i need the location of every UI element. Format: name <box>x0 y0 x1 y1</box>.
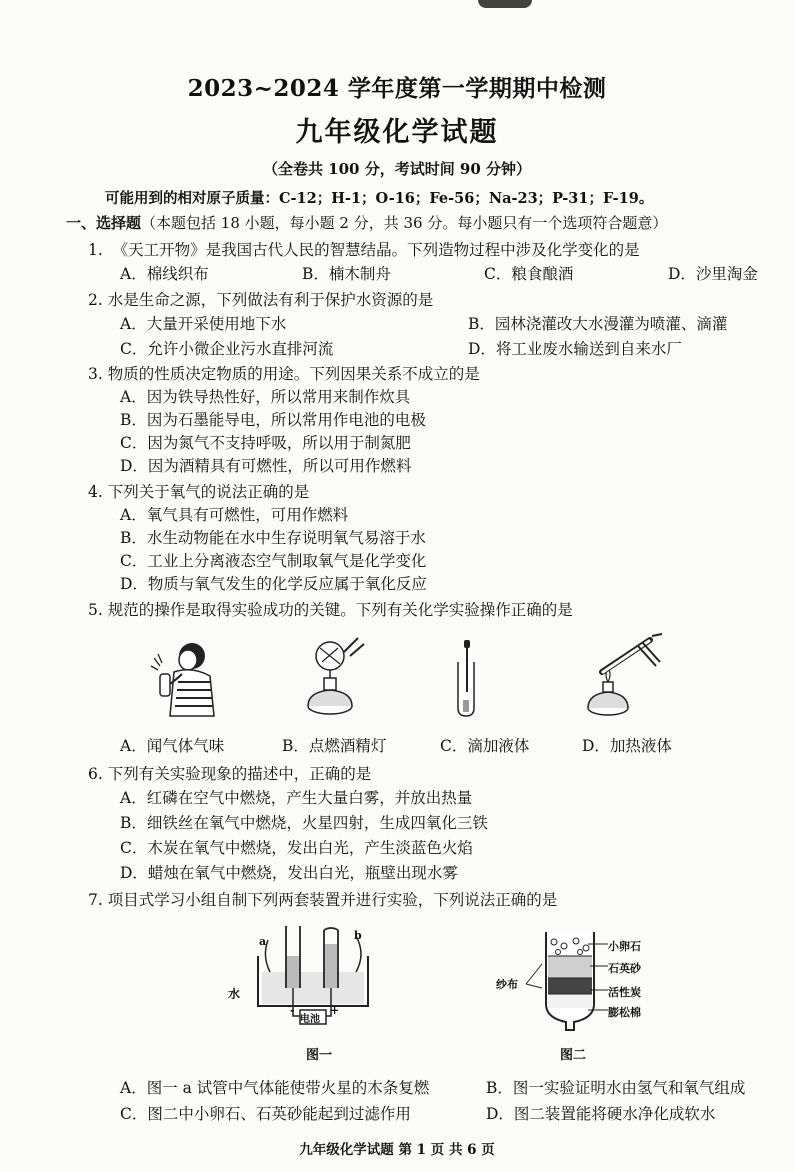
section-heading <box>66 212 667 233</box>
fig1-caption: 图一 <box>306 1048 333 1063</box>
fig1-label-water: 水 <box>228 987 241 1001</box>
question-number: 1. <box>88 241 103 259</box>
question-text: 下列有关实验现象的描述中，正确的是 <box>107 765 372 783</box>
fig2-label-gauze: 纱布 <box>496 978 518 991</box>
fig1-label-battery: 电池 <box>300 1014 320 1025</box>
q6-option-d: D．蜡烛在氧气中燃烧，发出白光，瓶壁出现水雾 <box>120 864 458 882</box>
heat-liquid-illustration <box>578 632 668 720</box>
exam-subtitle: （全卷共 100 分，考试时间 90 分钟） <box>262 160 532 178</box>
q4-option-b: B．水生动物能在水中生存说明氧气易溶于水 <box>120 529 426 547</box>
question-1-stem <box>88 238 640 260</box>
question-text: 《天工开物》是我国古代人民的智慧结晶。下列造物过程中涉及化学变化的是 <box>112 241 640 259</box>
q1-option-c: C．粮食酿酒 <box>484 265 574 283</box>
q2-option-b: B．园林浇灌改大水漫灌为喷灌、滴灌 <box>468 315 728 333</box>
fig2-layer-cotton: 膨松棉 <box>608 1006 641 1019</box>
question-text: 项目式学习小组自制下列两套装置并进行实验，下列说法正确的是 <box>107 891 558 909</box>
question-5-stem <box>88 598 573 620</box>
question-number: 3. <box>88 365 103 383</box>
q1-option-a: A．棉线织布 <box>120 265 209 283</box>
question-text: 水是生命之源，下列做法有利于保护水资源的是 <box>107 291 434 309</box>
question-number: 2. <box>88 291 103 309</box>
fig2-caption: 图二 <box>560 1048 587 1063</box>
exam-title-year: 2023~2024 学年度第一学期期中检测 <box>187 75 607 102</box>
q3-option-b: B．因为石墨能导电，所以常用作电池的电极 <box>120 411 426 429</box>
section-desc: （本题包括 18 小题，每小题 2 分，共 36 分。每小题只有一个选项符合题意） <box>141 214 668 232</box>
q7-option-d: D．图二装置能将硬水净化成软水 <box>486 1105 716 1123</box>
q7-option-a: A．图一 a 试管中气体能使带火星的木条复燃 <box>120 1079 430 1097</box>
q7-option-b: B．图一实验证明水由氢气和氧气组成 <box>486 1079 746 1097</box>
q5-option-a: A．闻气体气味 <box>120 737 225 755</box>
q3-option-c: C．因为氮气不支持呼吸，所以用于制氮肥 <box>120 434 411 452</box>
fig1-label-b: b <box>354 929 362 942</box>
question-text: 物质的性质决定物质的用途。下列因果关系不成立的是 <box>107 365 480 383</box>
question-number: 5. <box>88 601 103 619</box>
q5-option-d: D．加热液体 <box>582 737 672 755</box>
q6-option-a: A．红磷在空气中燃烧，产生大量白雾，并放出热量 <box>120 789 473 807</box>
scan-mark <box>478 0 532 8</box>
fig1-label-minus: - <box>290 1004 295 1017</box>
q2-option-c: C．允许小微企业污水直排河流 <box>120 340 334 358</box>
fig2-layer-activated-carbon: 活性炭 <box>608 986 641 999</box>
fig2-layer-pebbles: 小卵石 <box>608 940 641 953</box>
q3-option-a: A．因为铁导热性好，所以常用来制作炊具 <box>120 388 411 406</box>
q7-option-c: C．图二中小卵石、石英砂能起到过滤作用 <box>120 1105 411 1123</box>
q1-option-b: B．楠木制舟 <box>302 265 391 283</box>
drop-liquid-illustration <box>450 636 490 718</box>
atomic-masses: 可能用到的相对原子质量：C-12；H-1；O-16；Fe-56；Na-23；P-31；F-19。 <box>105 190 654 207</box>
q5-option-b: B．点燃酒精灯 <box>282 737 387 755</box>
question-number: 6. <box>88 765 103 783</box>
question-4-stem <box>88 480 309 502</box>
q5-option-c: C．滴加液体 <box>440 737 530 755</box>
fig1-label-a: a <box>259 935 267 948</box>
light-alcohol-lamp-illustration <box>292 634 372 720</box>
question-6-stem <box>88 762 371 784</box>
question-text: 下列关于氧气的说法正确的是 <box>107 483 310 501</box>
question-number: 7. <box>88 891 103 909</box>
question-2-stem <box>88 288 433 310</box>
q3-option-d: D．因为酒精具有可燃性，所以可用作燃料 <box>120 457 412 475</box>
exam-title-subject: 九年级化学试题 <box>295 117 499 148</box>
smell-gas-illustration <box>148 636 228 718</box>
question-7-stem <box>88 888 557 910</box>
question-3-stem <box>88 362 480 384</box>
q6-option-c: C．木炭在氧气中燃烧，发出白光，产生淡蓝色火焰 <box>120 839 473 857</box>
section-label: 一、选择题 <box>66 214 142 232</box>
q6-option-b: B．细铁丝在氧气中燃烧，火星四射，生成四氧化三铁 <box>120 814 488 832</box>
page-footer: 九年级化学试题 第 1 页 共 6 页 <box>299 1142 495 1158</box>
q2-option-a: A．大量开采使用地下水 <box>120 315 287 333</box>
fig1-label-plus: + <box>330 1004 340 1017</box>
q4-option-d: D．物质与氧气发生的化学反应属于氧化反应 <box>120 575 427 593</box>
fig2-layer-quartz-sand: 石英砂 <box>608 962 641 975</box>
q4-option-a: A．氧气具有可燃性，可用作燃料 <box>120 506 349 524</box>
q4-option-c: C．工业上分离液态空气制取氧气是化学变化 <box>120 552 427 570</box>
q2-option-d: D．将工业废水输送到自来水厂 <box>468 340 682 358</box>
q1-option-d: D．沙里淘金 <box>668 265 758 283</box>
question-text: 规范的操作是取得实验成功的关键。下列有关化学实验操作正确的是 <box>107 601 573 619</box>
question-number: 4. <box>88 483 103 501</box>
